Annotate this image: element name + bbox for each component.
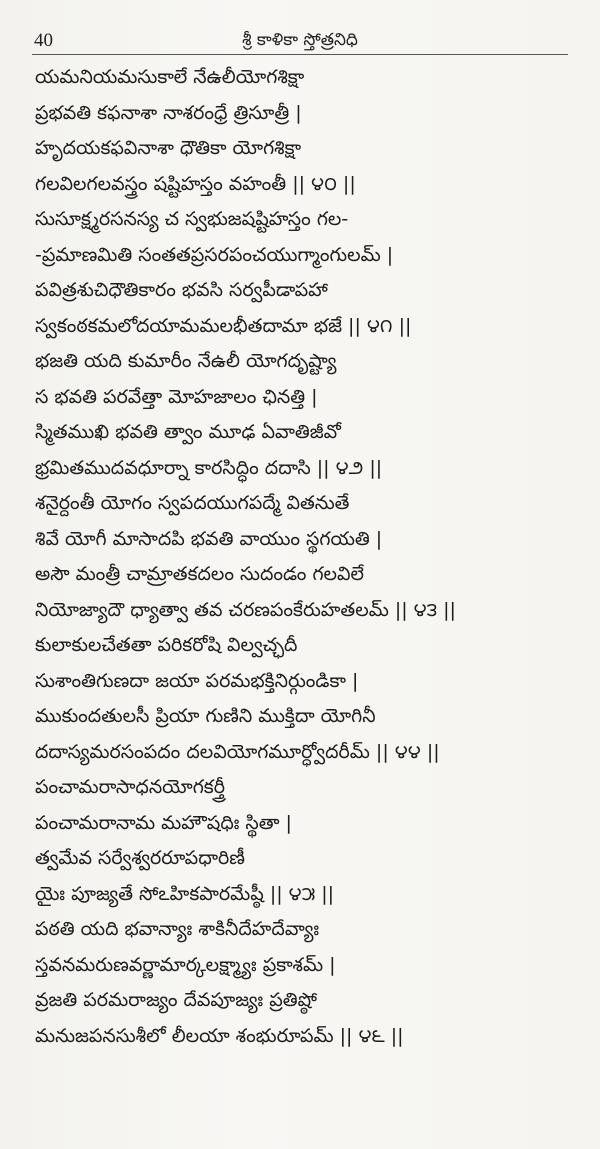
page-number: 40 [34,30,53,51]
verse-line: వ్రజతి పరమరాజ్యం దేవపూజ్యః ప్రతిష్ఠో [35,989,317,1011]
verse-line: సుసూక్ష్మరసనస్య చ స్వభుజషష్టిహస్తం గల- [35,208,349,230]
verse-line: యమనియమసుకాలే నేఉలీయోగశిక్షా [35,66,305,88]
verse-line: స్మితముఖి భవతి త్వాం మూఢ ఏవాతిజీవో [35,421,341,443]
verse-line: సుశాంతిగుణదా జయా పరమభక్తినిర్గుండికా | [35,669,359,692]
verse-line: యైః పూజ్యతే సోఽహికపారమేష్ఠీ || ౪౫ || [35,882,335,905]
verse-line: పఠతి యది భవాన్యాః శాకినీదేహదేవ్యాః [35,918,320,940]
verse-line: స్తవనమరుణవర్ణామార్కలక్ష్మ్యాః ప్రకాశమ్ | [35,953,336,976]
verse-line: నియోజ్యాదౌ ధ్యాత్వా తవ చరణపంకేరుహతలమ్ || ౪౩ || [35,598,456,621]
verse-line: కులాకులచేతతా పరికరోషి విల్వచ్ఛదీ [35,634,298,656]
verse-line: శనైర్దంతీ యోగం స్వపదయుగపద్మే వితనుతే [35,492,350,514]
verse-line: స భవతి పరవేత్తా మోహజాలం ఛినత్తి | [35,385,318,408]
verse-line: ప్రభవతి కఫనాశా నాశరంధ్రే త్రిసూత్రీ | [35,101,302,124]
verse-line: భ్రమితముదవధూర్నా కారసిద్ధిం దదాసి || ౪౨ || [35,456,383,479]
verse-line: పంచామరాసాధనయోగకర్త్రీ [35,776,225,798]
verse-line: పంచామరానామ మహౌషధిః స్థితా | [35,811,292,834]
verse-line: హృదయకఫవినాశా ధౌతికా యోగశిక్షా [35,137,302,159]
header-rule [32,54,568,55]
page-header [0,0,600,60]
verse-line: త్వమేవ సర్వేశ్వరరూపధారిణీ [35,847,245,869]
running-title: శ్రీ కాళికా స్తోత్రనిధి [242,30,358,50]
verse-line: శివే యోగీ మాసాదపి భవతి వాయుం స్థగయతి | [35,527,383,550]
verse-line: మనుజపనసుశీలో లీలయా శంభురూపమ్ || ౪౬ || [35,1024,404,1047]
verse-line: భజతి యది కుమారీం నేఉలీ యోగదృష్ట్యా [35,350,337,372]
verse-line: పవిత్రశుచిధౌతికారం భవసి సర్వపీడాపహా [35,279,328,301]
verse-line: -ప్రమాణమితి సంతతప్రసరపంచయుగ్మాంగులమ్ | [35,243,394,266]
verse-line: అసౌ మంత్రీ చామ్రాతకదలం సుదండం గలవిలే [35,563,364,585]
verse-line: ముకుందతులసీ ప్రియా గుణిని ముక్తిదా యోగినీ [35,705,376,727]
verse-line: దదాస్యమరసంపదం దలవియోగమూర్ధ్వోదరీమ్ || ౪౪ || [35,740,440,763]
verse-line: స్వకంఠకమలోదయామమలభీతదామా భజే || ౪౧ || [35,314,412,337]
verse-line: గలవిలగలవస్త్రం షష్టిహస్తం వహంతీ || ౪౦ || [35,172,356,195]
verse-block [35,60,575,1054]
